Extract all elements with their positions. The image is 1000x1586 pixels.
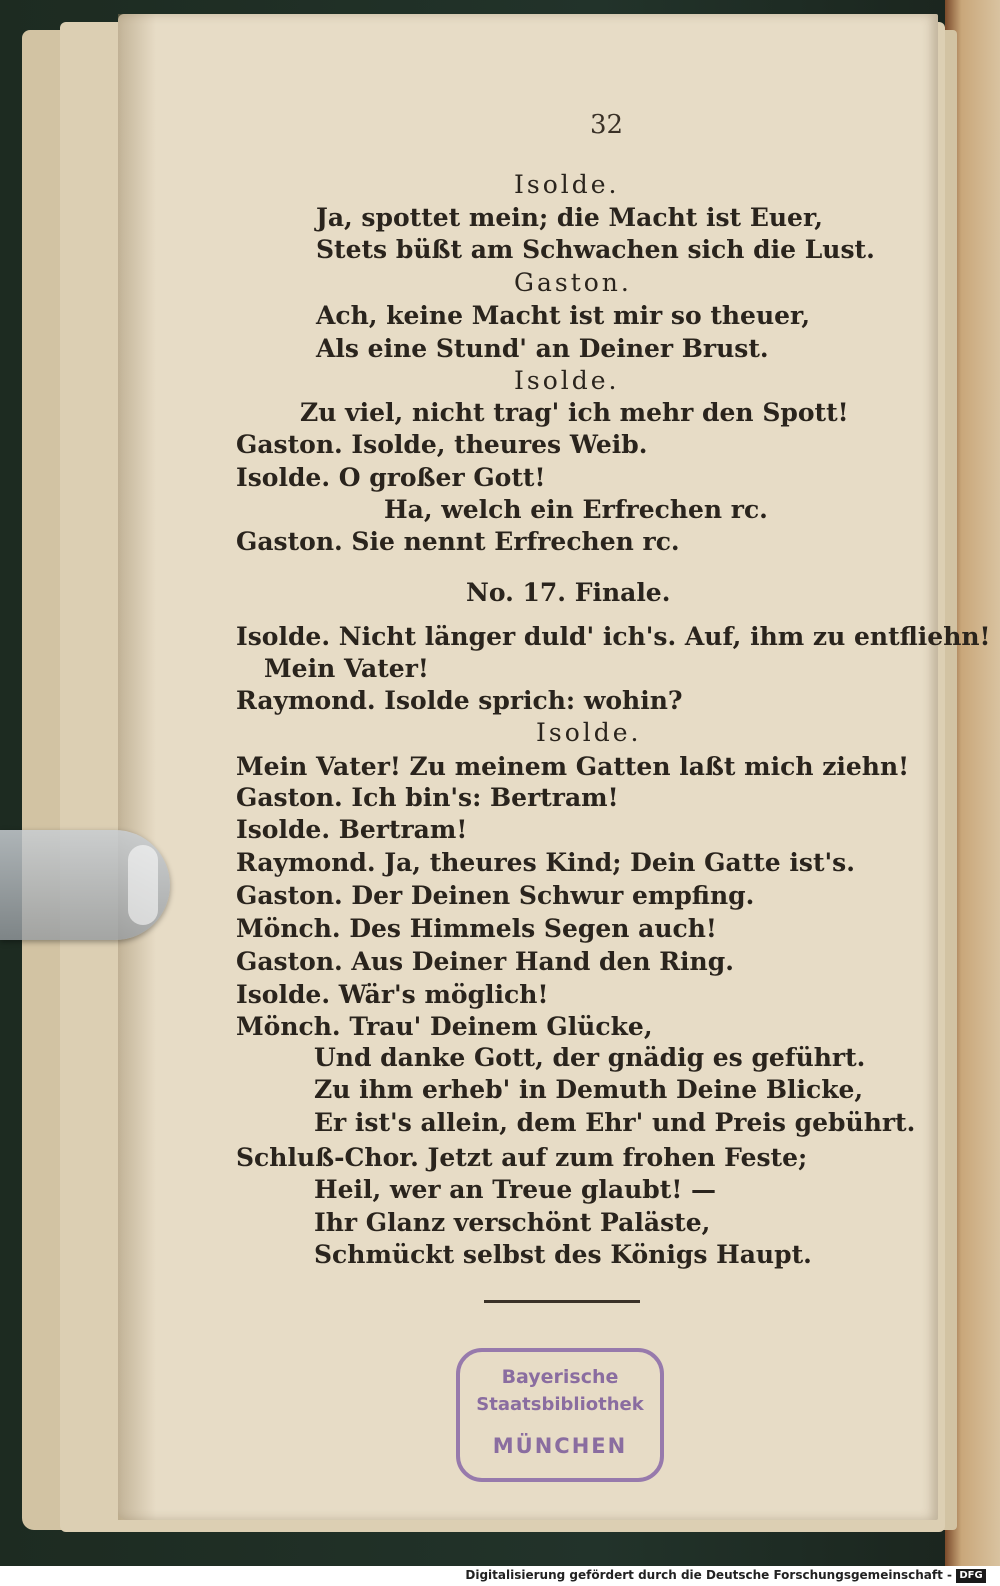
text-line: Stets büßt am Schwachen sich die Lust. (316, 235, 875, 264)
speaker-heading: Gaston. (514, 268, 632, 297)
stamp-line-2: Staatsbibliothek (476, 1394, 644, 1415)
text-line: Zu ihm erheb' in Demuth Deine Blicke, (314, 1075, 864, 1104)
text-line: Raymond. Isolde sprich: wohin? (236, 686, 683, 715)
library-stamp (456, 1348, 664, 1482)
text-line: Er ist's allein, dem Ehr' und Preis gebührt. (314, 1108, 916, 1137)
text-line: Raymond. Ja, theures Kind; Dein Gatte ist's. (236, 848, 855, 877)
funding-note: Digitalisierung gefördert durch die Deutsche Forschungsgemeinschaft - (465, 1568, 952, 1582)
text-line: Isolde. Nicht länger duld' ich's. Auf, ihm zu entfliehn! (236, 622, 991, 651)
text-line: Zu viel, nicht trag' ich mehr den Spott! (300, 398, 849, 427)
text-line: Ja, spottet mein; die Macht ist Euer, (316, 203, 824, 232)
dfg-logo-icon: DFG (956, 1569, 986, 1583)
stamp-line-3: MÜNCHEN (492, 1434, 628, 1458)
page-gutter-shadow (118, 14, 156, 1520)
text-line: Schluß-Chor. Jetzt auf zum frohen Feste; (236, 1143, 808, 1172)
text-line: Isolde. Bertram! (236, 815, 468, 844)
text-line: Mönch. Trau' Deinem Glücke, (236, 1012, 653, 1041)
speaker-heading: Isolde. (514, 170, 620, 199)
text-line: Ha, welch ein Erfrechen rc. (384, 495, 768, 524)
text-line: Ach, keine Macht ist mir so theuer, (316, 301, 811, 330)
stamp-line-1: Bayerische (501, 1366, 619, 1388)
text-line: Gaston. Sie nennt Erfrechen rc. (236, 527, 680, 556)
text-line: Und danke Gott, der gnädig es geführt. (314, 1043, 866, 1072)
text-line: Schmückt selbst des Königs Haupt. (314, 1240, 812, 1269)
text-line: Gaston. Der Deinen Schwur empfing. (236, 881, 755, 910)
text-line: Isolde. O großer Gott! (236, 463, 546, 492)
text-line: Gaston. Ich bin's: Bertram! (236, 783, 619, 812)
text-line: Mein Vater! (264, 654, 429, 683)
text-line: Ihr Glanz verschönt Paläste, (314, 1208, 711, 1237)
text-line: Mönch. Des Himmels Segen auch! (236, 914, 717, 943)
text-line: Heil, wer an Treue glaubt! — (314, 1175, 717, 1204)
text-line: Isolde. Wär's möglich! (236, 980, 549, 1009)
text-line: Mein Vater! Zu meinem Gatten laßt mich ziehn! (236, 752, 910, 781)
speaker-heading: Isolde. (514, 366, 620, 395)
closing-rule (484, 1300, 640, 1303)
glass-highlight (128, 845, 158, 925)
speaker-heading: Isolde. (536, 718, 642, 747)
text-line: Als eine Stund' an Deiner Brust. (316, 334, 769, 363)
text-line: No. 17. Finale. (466, 578, 671, 607)
page-number: 32 (590, 110, 624, 140)
text-line: Gaston. Aus Deiner Hand den Ring. (236, 947, 734, 976)
text-line: Gaston. Isolde, theures Weib. (236, 430, 648, 459)
